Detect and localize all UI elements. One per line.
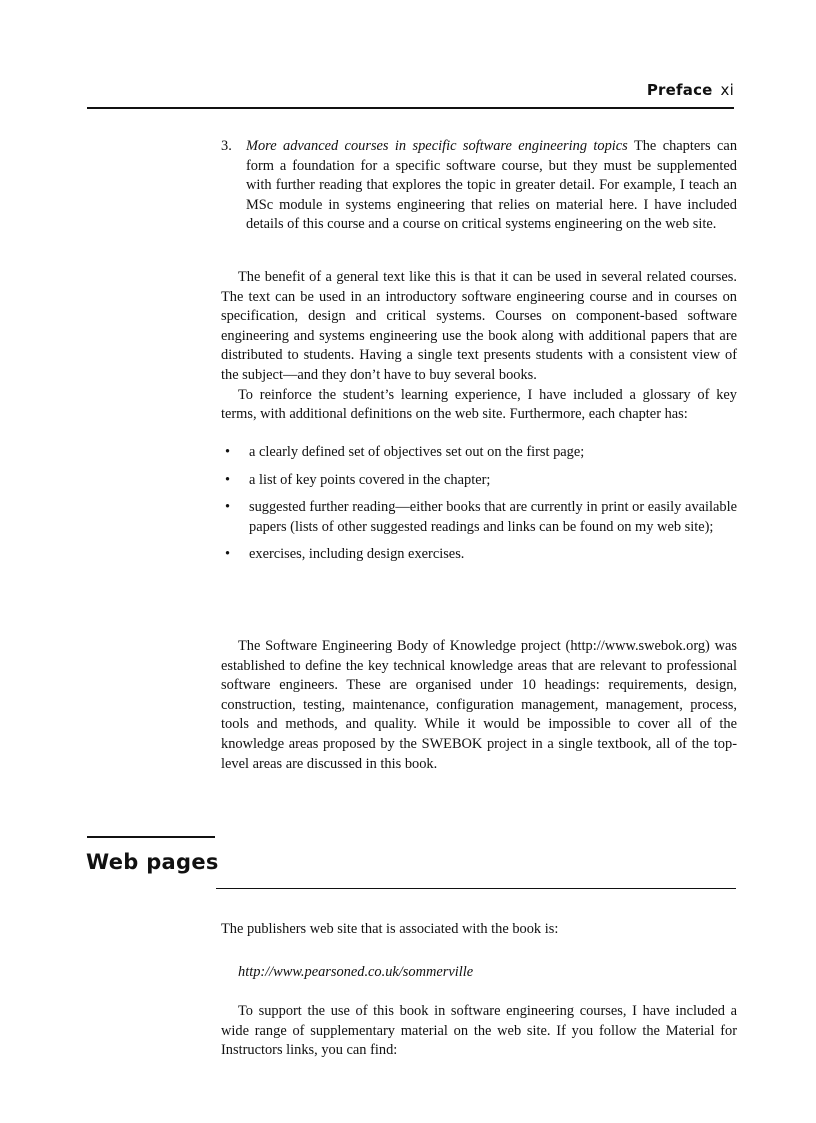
- list-item: [221, 443, 737, 463]
- item-number: 3.: [221, 138, 232, 154]
- list-item-text: a clearly defined set of objectives set out on the first page;: [249, 444, 585, 460]
- paragraph-swebok: The Software Engineering Body of Knowledge project (http://www.swebok.org) was established to define the key technical knowledge areas that are relevant to professional software engineers. These are organised under 10 headings: requirements, design, construction, testing, maintenance, configuration management, management, process, tools and methods, and quality. While it would be impossible to cover all of the knowledge areas proposed by the SWEBOK project in a single textbook, all of the top-level areas are discussed in this book.: [221, 638, 737, 772]
- list-item-text: exercises, including design exercises.: [249, 546, 465, 563]
- paragraph-group-benefit: [221, 268, 737, 425]
- publisher-url: http://www.pearsoned.co.uk/sommerville: [238, 964, 474, 980]
- list-item-text: a list of key points covered in the chapter;: [249, 471, 491, 488]
- bullet-icon: •: [225, 499, 231, 516]
- paragraph-reinforce: To reinforce the student’s learning experience, I have included a glossary of key terms, with additional definitions on the web site. Furthermore, each chapter has:: [221, 386, 737, 423]
- running-head: [647, 81, 734, 99]
- item-text: The chapters can form a foundation for a specific software course, but they must be supplemented with further reading that explores the topic in greater detail. For example, I teach an MSc module in systems engineering that relies on material here. I have included details of this course and a course on critical systems engineering on the web site.: [246, 138, 738, 233]
- item-body: [246, 137, 737, 235]
- section-rule-short: [87, 836, 215, 838]
- bullet-icon: •: [225, 444, 231, 460]
- web-pages-support-block: [221, 1002, 737, 1061]
- paragraph-group-swebok: [221, 637, 737, 774]
- list-item-text: suggested further reading—either books that are currently in print or easily available papers (lists of other suggested readings and links can be found on my web site);: [249, 499, 737, 535]
- bullet-icon: •: [225, 546, 231, 563]
- bullet-icon: •: [225, 471, 231, 488]
- running-head-title: Preface: [646, 81, 713, 99]
- section-rule-long: [216, 888, 736, 889]
- list-item: [221, 471, 737, 491]
- chapter-features-list: [221, 443, 737, 573]
- paragraph-web-support: To support the use of this book in software engineering courses, I have included a wide range of supplementary material on the web site. If you follow the Material for Instructors links, you can find:: [221, 1003, 737, 1059]
- numbered-item-3: [221, 137, 737, 235]
- web-pages-intro-block: [221, 920, 737, 940]
- header-rule: [87, 107, 734, 109]
- paragraph-web-intro: The publishers web site that is associated with the book is:: [221, 921, 559, 937]
- item-lead: More advanced courses in specific software engineering topics: [246, 138, 628, 154]
- page-number: xi: [720, 81, 734, 99]
- list-item: [221, 498, 737, 537]
- paragraph-benefit: The benefit of a general text like this is that it can be used in several related courses. The text can be used in an introductory software engineering course and in courses on specification, design and critical systems. Courses on component-based software engineering and systems engineering use the book along with additional papers that are distributed to students. Having a single text presents students with a consistent view of the subject—and they don’t have to buy several books.: [221, 269, 737, 383]
- list-item: [221, 545, 737, 565]
- section-heading-web-pages: Web pages: [86, 850, 219, 874]
